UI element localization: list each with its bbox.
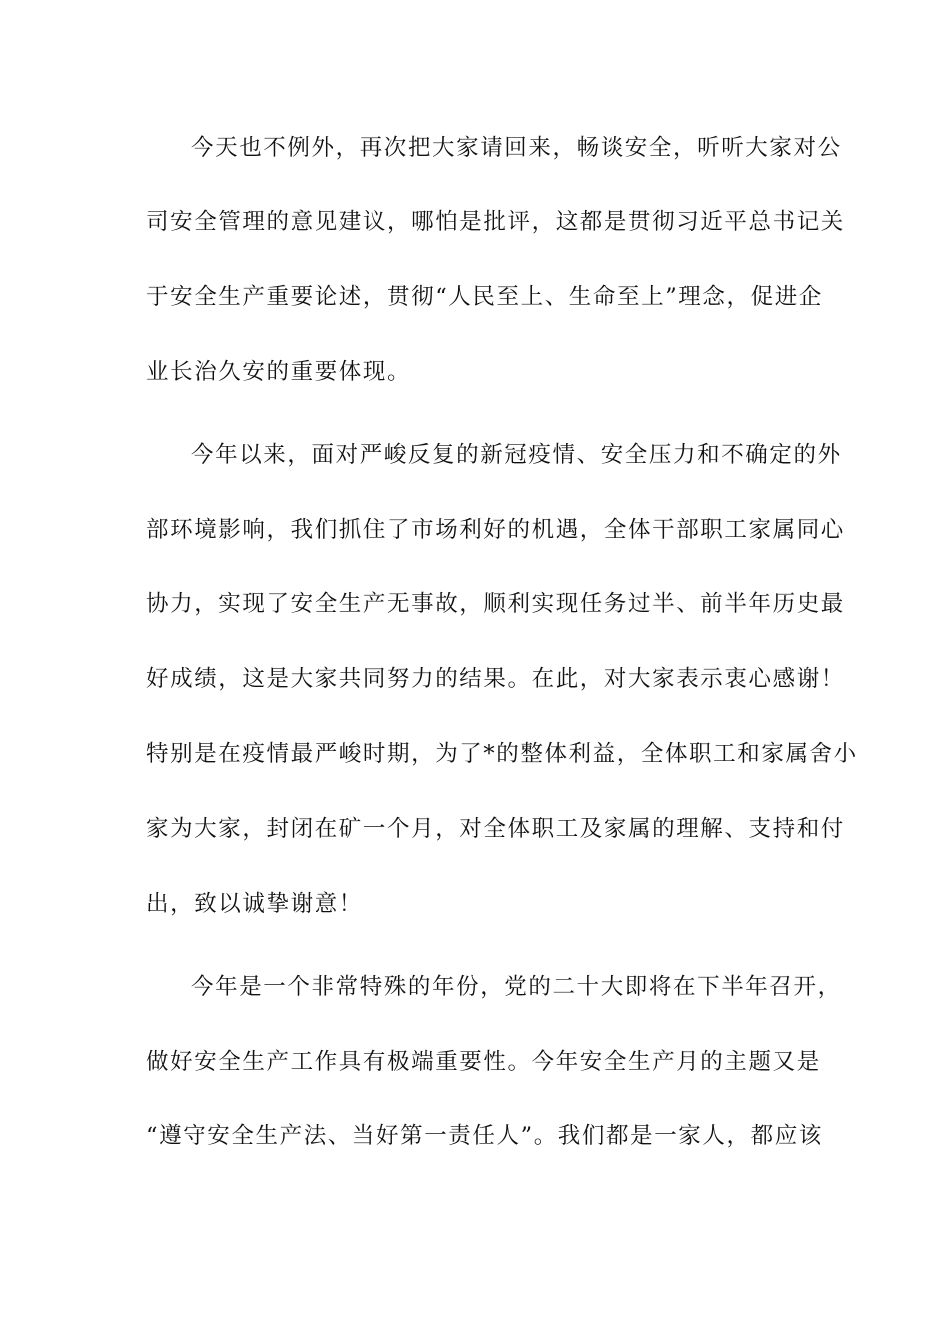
paragraph-2-line-1: 今年以来，面对严峻反复的新冠疫情、安全压力和不确定的外: [191, 442, 842, 468]
paragraph-1-line-2: 司安全管理的意见建议，哪怕是批评，这都是贯彻习近平总书记关: [146, 209, 845, 235]
paragraph-2-line-6: 家为大家，封闭在矿一个月，对全体职工及家属的理解、支持和付: [146, 816, 845, 842]
paragraph-2-line-4: 好成绩，这是大家共同努力的结果。在此，对大家表示衷心感谢！: [146, 666, 845, 692]
paragraph-2-line-7: 出，致以诚挚谢意！: [146, 891, 363, 917]
paragraph-2-line-5: 特别是在疫情最严峻时期，为了*的整体利益，全体职工和家属舍小: [146, 741, 858, 767]
paragraph-3-line-3: “遵守安全生产法、当好第一责任人”。我们都是一家人，都应该: [146, 1123, 823, 1149]
paragraph-1-line-4: 业长治久安的重要体现。: [146, 359, 412, 385]
paragraph-2-line-2: 部环境影响，我们抓住了市场利好的机遇，全体干部职工家属同心: [146, 517, 845, 543]
paragraph-3-line-1: 今年是一个非常特殊的年份，党的二十大即将在下半年召开，: [191, 974, 842, 1000]
paragraph-3-line-2: 做好安全生产工作具有极端重要性。今年安全生产月的主题又是: [146, 1049, 821, 1075]
paragraph-2-line-3: 协力，实现了安全生产无事故，顺利实现任务过半、前半年历史最: [146, 591, 845, 617]
paragraph-1-line-3: 于安全生产重要论述，贯彻“人民至上、生命至上”理念，促进企: [146, 284, 823, 310]
paragraph-1-line-1: 今天也不例外，再次把大家请回来，畅谈安全，听听大家对公: [191, 135, 842, 161]
